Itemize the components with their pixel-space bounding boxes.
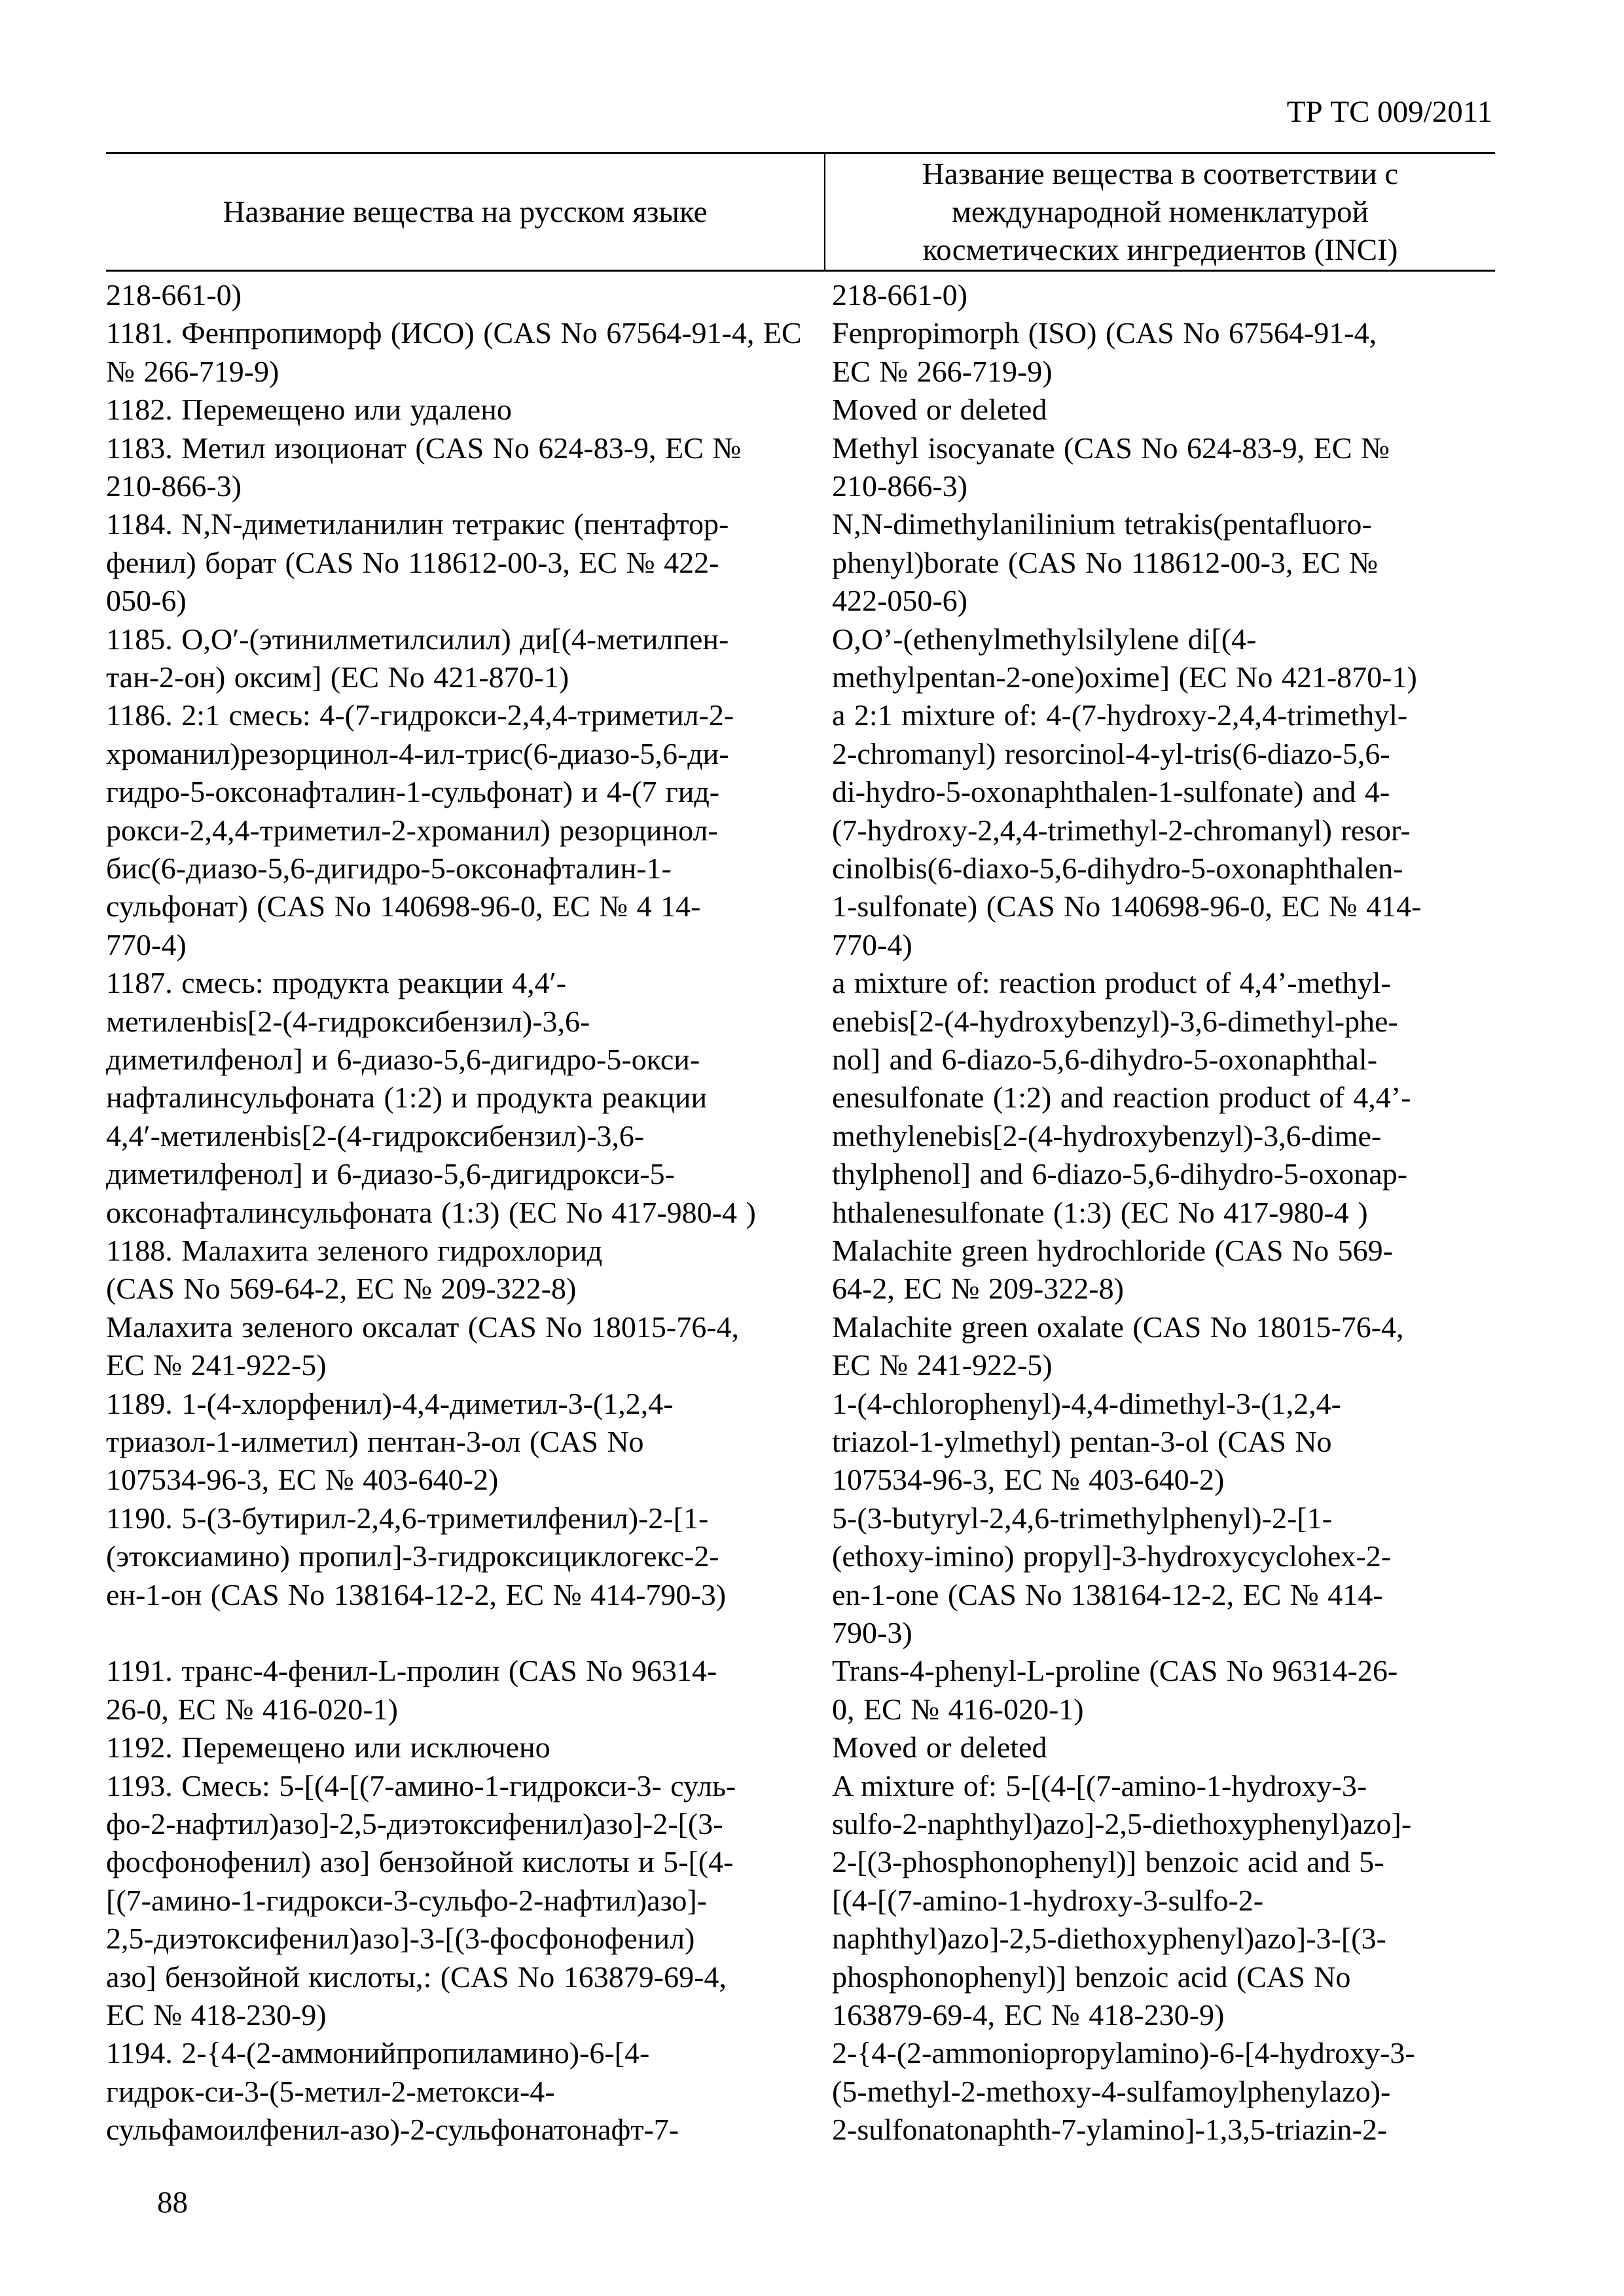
table-row [106, 276, 1495, 314]
table-row [106, 505, 1495, 620]
substance-name-inci: Malachite green oxalate (CAS No 18015-76-4, EC № 241-922-5) [832, 1310, 1404, 1382]
table-row [106, 314, 1495, 391]
substance-name-russian: 1191. транс-4-фенил-L-пролин (CAS No 96314- 26-0, EC № 416-020-1) [106, 1654, 717, 1726]
table-row [106, 2034, 1495, 2149]
substance-name-russian: 1190. 5-(3-бутирил-2,4,6-триметилфенил)-2-[1- (этоксиамино) пропил]-3-гидроксициклогекс-2- ен-1-он (CAS No 138164-12-2, EC № 414-790-3) [106, 1501, 727, 1611]
table-row [106, 964, 1495, 1232]
substance-name-russian: 1187. смесь: продукта реакции 4,4′- метиленbis[2-(4-гидроксибензил)-3,6- диметилфенол] и 6-диазо-5,6-дигидро-5-окси- нафталинсульфоната (1:2) и продукта реакции 4,4′-метиленbis[2-(4-гидроксибензил)-3,6- диметилфенол] и 6-диазо-5,6-дигидрокси-5- оксонафталинсульфоната (1:3) (EC No 417-980-4 ) [106, 966, 756, 1229]
table-row [106, 1729, 1495, 1767]
substance-name-russian: 218-661-0) [106, 278, 242, 312]
substance-name-russian: 1186. 2:1 смесь: 4-(7-гидрокси-2,4,4-триметил-2- хроманил)резорцинол-4-ил-трис(6-диазо-5,6-ди- гидро-5-оксонафталин-1-сульфонат) и 4-(7 гид- рокси-2,4,4-триметил-2-хроманил) резорцинол- бис(6-диазо-5,6-дигидро-5-оксонафталин-1- сульфонат) (CAS No 140698-96-0, EC № 4 14- 770-4) [106, 698, 734, 961]
substance-name-inci: Moved or deleted [832, 1731, 1047, 1765]
table-row [106, 391, 1495, 429]
doc-code: ТР ТС 009/2011 [1286, 95, 1492, 129]
substance-name-inci: Fenpropimorph (ISO) (CAS No 67564-91-4, EC № 266-719-9) [832, 316, 1377, 388]
substance-name-inci: 1-(4-chlorophenyl)-4,4-dimethyl-3-(1,2,4- triazol-1-ylmethyl) pentan-3-ol (CAS No 107534-96-3, EC № 403-640-2) [832, 1386, 1341, 1497]
substance-name-inci: a mixture of: reaction product of 4,4’-methyl- enebis[2-(4-hydroxybenzyl)-3,6-dimethyl-phe- nol] and 6-diazo-5,6-dihydro-5-oxonaphthal- enesulfonate (1:2) and reaction product of 4,4’- methylenebis[2-(4-hydroxybenzyl)-3,6-dime- thylphenol] and 6-diazo-5,6-dihydro-5-oxonap- hthalenesulfonate (1:3) (EC No 417-980-4 ) [832, 966, 1411, 1229]
table-row [106, 696, 1495, 964]
substance-name-inci: 2-{4-(2-ammoniopropylamino)-6-[4-hydroxy-3- (5-methyl-2-methoxy-4-sulfamoylphenylazo)- 2-sulfonatonaphth-7-ylamino]-1,3,5-triazin-2- [832, 2036, 1415, 2147]
substance-name-inci: Methyl isocyanate (CAS No 624-83-9, EC № 210-866-3) [832, 431, 1390, 503]
substance-name-russian: 1192. Перемещено или исключено [106, 1731, 550, 1765]
substance-name-russian: Малахита зеленого оксалат (CAS No 18015-76-4, EC № 241-922-5) [106, 1310, 740, 1382]
table-row [106, 1652, 1495, 1729]
column-header-russian: Название вещества на русском языке [223, 194, 708, 229]
substance-name-russian: 1181. Фенпропиморф (ИСО) (CAS No 67564-91-4, EC № 266-719-9) [106, 316, 802, 388]
substance-name-inci: 5-(3-butyryl-2,4,6-trimethylphenyl)-2-[1- (ethoxy-imino) propyl]-3-hydroxycyclohex-2- en-1-one (CAS No 138164-12-2, EC № 414- 790-3) [832, 1501, 1392, 1649]
table-row [106, 429, 1495, 506]
table-row [106, 1767, 1495, 2035]
substance-name-russian: 1188. Малахита зеленого гидрохлорид (CAS No 569-64-2, EC № 209-322-8) [106, 1233, 603, 1306]
substance-name-inci: a 2:1 mixture of: 4-(7-hydroxy-2,4,4-trimethyl- 2-chromanyl) resorcinol-4-yl-tris(6-diazo-5,6- di-hydro-5-oxonaphthalen-1-sulfonate) and 4- (7-hydroxy-2,4,4-trimethyl-2-chromanyl) resor- cinolbis(6-diaxo-5,6-dihydro-5-oxonaphthalen- 1-sulfonate) (CAS No 140698-96-0, EC № 414- 770-4) [832, 698, 1422, 961]
substance-name-russian: 1183. Метил изоционат (CAS No 624-83-9, EC № 210-866-3) [106, 431, 742, 503]
substance-name-russian: 1185. O,O′-(этинилметилсилил) ди[(4-метилпен- тан-2-он) оксим] (EC No 421-870-1) [106, 622, 729, 694]
substance-name-inci: Malachite green hydrochloride (CAS No 569- 64-2, EC № 209-322-8) [832, 1233, 1393, 1306]
substance-name-russian: 1193. Смесь: 5-[(4-[(7-амино-1-гидрокси-3- суль- фо-2-нафтил)азо]-2,5-диэтоксифенил)азо]-2-[(3- фосфонофенил) азо] бензойной кислоты и 5-[(4- [(7-амино-1-гидрокси-3-сульфо-2-нафтил)азо]- 2,5-диэтоксифенил)азо]-3-[(3-фосфонофенил) азо] бензойной кислоты,: (CAS No 163879-69-4, EC № 418-230-9) [106, 1768, 736, 2032]
substance-name-russian: 1184. N,N-диметиланилин тетракис (пентафтор- фенил) борат (CAS No 118612-00-3, EC № 422- 050-6) [106, 507, 729, 618]
substance-name-inci: A mixture of: 5-[(4-[(7-amino-1-hydroxy-3- sulfo-2-naphthyl)azo]-2,5-diethoxyphenyl)azo]- 2-[(3-phosphonophenyl)] benzoic acid and 5- [(4-[(7-amino-1-hydroxy-3-sulfo-2- naphthyl)azo]-2,5-diethoxyphenyl)azo]-3-[(3- phosphonophenyl)] benzoic acid (CAS No 163879-69-4, EC № 418-230-9) [832, 1768, 1412, 2032]
substance-name-russian: 1182. Перемещено или удалено [106, 393, 512, 427]
substance-name-russian: 1194. 2-{4-(2-аммонийпропиламино)-6-[4- гидрок-си-3-(5-метил-2-метокси-4- сульфамоилфенил-азо)-2-сульфонатонафт-7- [106, 2036, 679, 2147]
substance-name-inci: O,O’-(ethenylmethylsilylene di[(4- methylpentan-2-one)oxime] (EC No 421-870-1) [832, 622, 1417, 694]
column-header-inci: Название вещества в соответствии с международной номенклатурой косметических ингредиентов (INCI) [922, 156, 1399, 267]
substance-name-inci: Moved or deleted [832, 393, 1047, 427]
table-body [106, 276, 1495, 2149]
page-number: 88 [157, 2185, 188, 2219]
table-row [106, 1308, 1495, 1385]
substance-name-inci: Trans-4-phenyl-L-proline (CAS No 96314-26- 0, EC № 416-020-1) [832, 1654, 1398, 1726]
table-row [106, 1232, 1495, 1308]
table-row [106, 1499, 1495, 1653]
header-bottom-rule [106, 270, 1495, 272]
table-row [106, 620, 1495, 697]
substance-name-inci: 218-661-0) [832, 278, 967, 312]
table-row [106, 1385, 1495, 1499]
substance-name-russian: 1189. 1-(4-хлорфенил)-4,4-диметил-3-(1,2,4- триазол-1-илметил) пентан-3-ол (CAS No 107534-96-3, EC № 403-640-2) [106, 1386, 674, 1497]
substance-name-inci: N,N-dimethylanilinium tetrakis(pentafluoro- phenyl)borate (CAS No 118612-00-3, EC № 422-050-6) [832, 507, 1379, 618]
